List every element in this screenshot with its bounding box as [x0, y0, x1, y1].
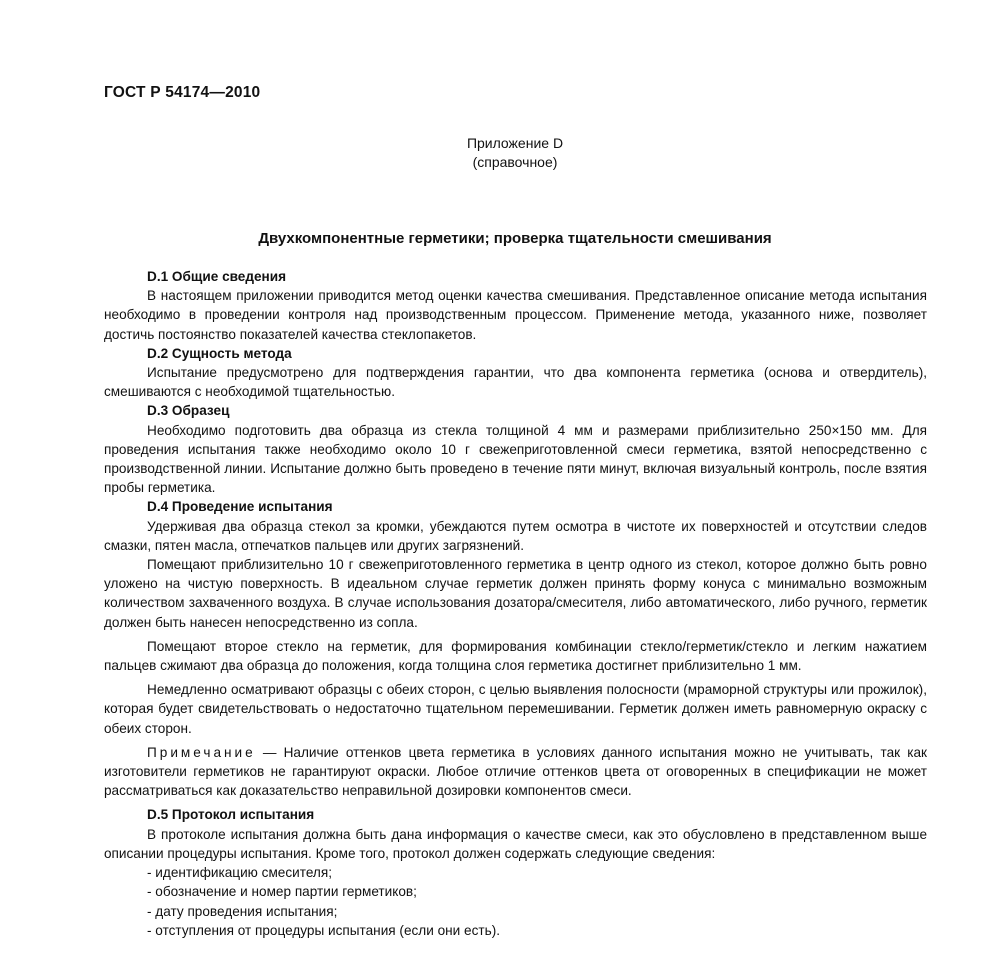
list-item: - дату проведения испытания;	[147, 903, 338, 919]
paragraph: Помещают второе стекло на герметик, для формирования комбинации стекло/герметик/стекло и легким нажатием пальцев сжимают два образца до положения, когда толщина слоя герметика достигнет приблизительно 1 мм.	[104, 638, 927, 674]
list-item: - идентификацию смесителя;	[147, 865, 332, 881]
appendix-type: (справочное)	[472, 154, 558, 170]
paragraph: Немедленно осматривают образцы с обеих сторон, с целью выявления полосности (мраморной структуры или прожилок), которая будет свидетельствовать о недостаточно тщательном перемешивании. Герметик должен иметь равномерную окраску с обеих сторон.	[104, 682, 927, 736]
paragraph: Удерживая два образца стекол за кромки, убеждаются путем осмотра в чистоте их поверхностей и отсутствии следов смазки, пятен масла, отпечатков пальцев или других загрязнений.	[104, 518, 927, 553]
list-item: - отступления от процедуры испытания (если они есть).	[147, 922, 501, 938]
appendix-label: Приложение D	[466, 135, 564, 151]
section-heading-d2: D.2 Сущность метода	[147, 345, 292, 361]
note-paragraph	[104, 743, 927, 801]
section-heading-d1: D.1 Общие сведения	[147, 269, 287, 284]
paragraph: В настоящем приложении приводится метод оценки качества смешивания. Представленное описание метода испытания необходимо в проведении контроля над производственным процессом. Применение метода, указанного ниже, позволяет достичь постоянство показателей качества стеклопакетов.	[104, 288, 927, 342]
document-code: ГОСТ Р 54174—2010	[104, 84, 261, 101]
paragraph: Испытание предусмотрено для подтверждения гарантии, что два компонента герметика (основа и отвердитель), смешиваются с необходимой тщательностью.	[104, 365, 927, 400]
section-heading-d5: D.5 Протокол испытания	[147, 807, 315, 823]
paragraph: Помещают приблизительно 10 г свежеприготовленного герметика в центр одного из стекол, которое должно быть ровно уложено на чистую поверхность. В идеальном случае герметик должен принять форму конуса с минимально возможным количеством захваченного воздуха. В случае использования дозатора/смесителя, либо автоматического, либо ручного, герметик должен быть нанесен непосредственно из сопла.	[104, 557, 927, 630]
appendix-title	[0, 134, 1000, 172]
note-label: Примечание	[147, 744, 256, 760]
paragraph: В протоколе испытания должна быть дана информация о качестве смеси, как это обусловлено в представленном выше описании процедуры испытания. Кроме того, протокол должен содержать следующие сведения:	[104, 826, 927, 861]
note-text: — Наличие оттенков цвета герметика в условиях данного испытания можно не учитывать, так как изготовители герметиков не гарантируют окраски. Любое отличие оттенков цвета от оговоренных в спецификации не может рассматриваться как доказательство неправильной дозировки компонентов смеси.	[104, 744, 927, 799]
section-heading-d4: D.4 Проведение испытания	[147, 499, 333, 515]
paragraph: Необходимо подготовить два образца из стекла толщиной 4 мм и размерами приблизительно 250×150 мм. Для проведения испытания также необходимо около 10 г свежеприготовленной смеси герметика, взятой непосредственно с производственной линии. Испытание должно быть проведено в течение пяти минут, включая визуальный контроль, после взятия пробы герметика.	[104, 422, 927, 496]
section-heading-d3: D.3 Образец	[147, 403, 230, 419]
list-item: - обозначение и номер партии герметиков;	[147, 884, 417, 900]
main-heading: Двухкомпонентные герметики; проверка тщательности смешивания	[258, 230, 772, 247]
document-body	[104, 267, 927, 940]
